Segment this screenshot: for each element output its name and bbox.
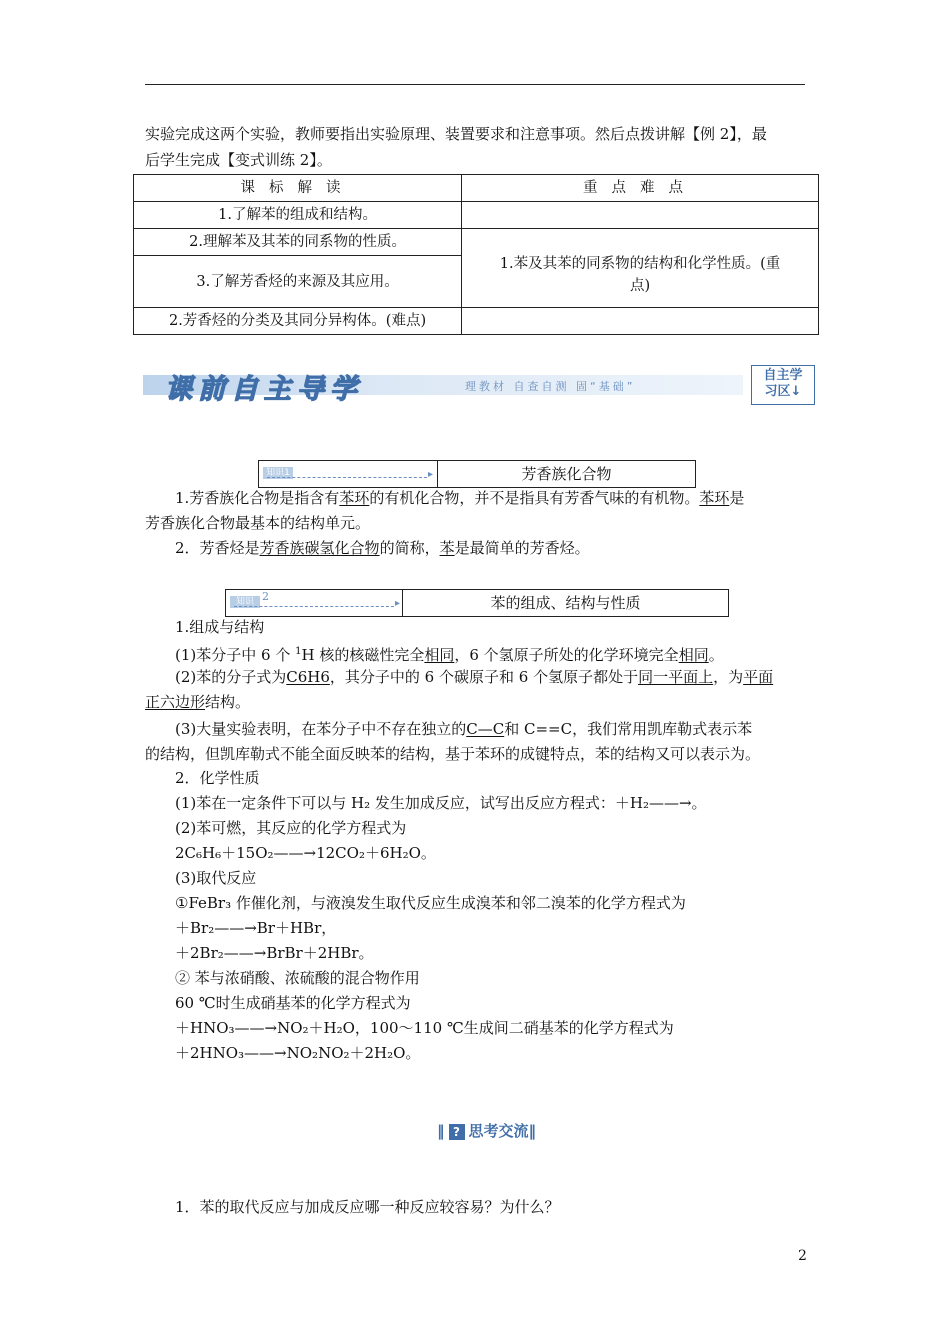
- curriculum-table: [133, 174, 819, 335]
- knowledge-point-1-header: [258, 460, 696, 488]
- kp1-paragraph-2: 2．芳香烃是芳香族碳氢化合物的简称，苯是最简单的芳香烃。: [175, 539, 590, 557]
- kp2-section-2: 2．化学性质: [175, 769, 260, 787]
- think-label: 思考交流: [468, 1122, 529, 1140]
- think-question-1: 1．苯的取代反应与加成反应哪一种反应较容易？为什么？: [175, 1198, 560, 1216]
- chem-item-3-1: ①FeBr₃ 作催化剂，与液溴发生取代反应生成溴苯和邻二溴苯的化学方程式为: [175, 894, 686, 912]
- table-row-4: 2.芳香烃的分类及其同分异构体。(难点): [134, 308, 462, 335]
- chem-item-3: (3)取代反应: [175, 869, 257, 887]
- table-empty-cell: [462, 308, 819, 335]
- kp2-item-2-cont: 正六边形结构。: [145, 693, 251, 711]
- banner-title: 课前自主导学: [165, 374, 363, 405]
- key-point-line-1: 1.苯及其苯的同系物的结构和化学性质。(重: [499, 256, 781, 272]
- key-point-line-2: 点): [629, 278, 651, 294]
- table-row-2: 2.理解苯及其苯的同系物的性质。: [134, 229, 462, 256]
- divider-bars: ‖: [437, 1122, 445, 1140]
- chem-item-1: (1)苯在一定条件下可以与 H₂ 发生加成反应，试写出反应方程式：＋H₂——→。: [175, 794, 707, 812]
- knowledge-point-2-header: [225, 589, 729, 617]
- box-line-1: 自主学: [763, 368, 803, 383]
- header-rule: [145, 84, 805, 85]
- page-number: 2: [798, 1248, 807, 1264]
- intro-line-2: 后学生完成【变式训练 2】。: [145, 151, 332, 169]
- chem-item-3-2: ② 苯与浓硝酸、浓硫酸的混合物作用: [175, 969, 420, 987]
- kp1-paragraph-1: 1.芳香族化合物是指含有苯环的有机化合物，并不是指具有芳香气味的有机物。苯环是: [175, 489, 745, 507]
- kp2-item-3-cont: 的结构，但凯库勒式不能全面反映苯的结构，基于苯环的成键特点，苯的结构又可以表示为。: [145, 745, 761, 763]
- knowledge-tag: 知识: [230, 596, 260, 608]
- kp2-item-3: (3)大量实验表明，在苯分子中不存在独立的C—C和 C==C，我们常用凯库勒式表示苯: [175, 720, 753, 738]
- table-header-left: 课标解读: [134, 175, 462, 202]
- think-exchange-heading: [437, 1120, 536, 1141]
- kp2-section-1: 1.组成与结构: [175, 618, 265, 636]
- divider-bars: ‖: [528, 1122, 537, 1140]
- arrow-icon: [234, 606, 394, 608]
- chem-equation-bromination-2: ＋2Br₂——→BrBr＋2HBr。: [175, 944, 374, 962]
- chem-item-3-2b: 60 ℃时生成硝基苯的化学方程式为: [175, 994, 411, 1012]
- intro-line-1: 实验完成这两个实验，教师要指出实验原理、装置要求和注意事项。然后点拨讲解【例 2】，最: [145, 125, 767, 143]
- kp2-item-2: (2)苯的分子式为C6H6，其分子中的 6 个碳原子和 6 个氢原子都处于同一平面上，为平面: [175, 668, 774, 686]
- table-row-3: 3.了解芳香烃的来源及其应用。: [134, 256, 462, 308]
- kp2-item-1: (1)苯分子中 6 个 $^1$H 核的核磁性完全相同，6 个氢原子所处的化学环境完全相同。: [175, 646, 724, 664]
- table-empty-cell: [462, 202, 819, 229]
- arrow-icon: [267, 477, 427, 479]
- knowledge-point-2-title: 苯的组成、结构与性质: [402, 590, 728, 616]
- banner-subtitle: 理教材 自查自测 固“基础”: [465, 380, 636, 393]
- table-row-1: 1.了解苯的组成和结构。: [134, 202, 462, 229]
- chem-equation-bromination-1: ＋Br₂——→Br＋HBr，: [175, 919, 337, 937]
- question-icon: ?: [449, 1124, 465, 1140]
- kp1-paragraph-1-cont: 芳香族化合物最基本的结构单元。: [145, 514, 371, 532]
- knowledge-tag: 知识1: [263, 467, 293, 479]
- box-line-2: 习区↓: [764, 384, 802, 399]
- chem-equation-combustion: 2C₆H₆＋15O₂——→12CO₂＋6H₂O。: [175, 844, 436, 862]
- chem-equation-nitration-2: ＋2HNO₃——→NO₂NO₂＋2H₂O。: [175, 1044, 421, 1062]
- table-header-right: 重点难点: [462, 175, 819, 202]
- knowledge-number: 2: [262, 590, 269, 603]
- section-banner: [143, 365, 815, 405]
- table-key-points: [462, 229, 819, 308]
- self-study-box: [751, 365, 815, 405]
- knowledge-point-1-title: 芳香族化合物: [437, 461, 695, 487]
- chem-equation-nitration-1: ＋HNO₃——→NO₂＋H₂O，100～110 ℃生成间二硝基苯的化学方程式为: [175, 1019, 674, 1037]
- chem-item-2: (2)苯可燃，其反应的化学方程式为: [175, 819, 407, 837]
